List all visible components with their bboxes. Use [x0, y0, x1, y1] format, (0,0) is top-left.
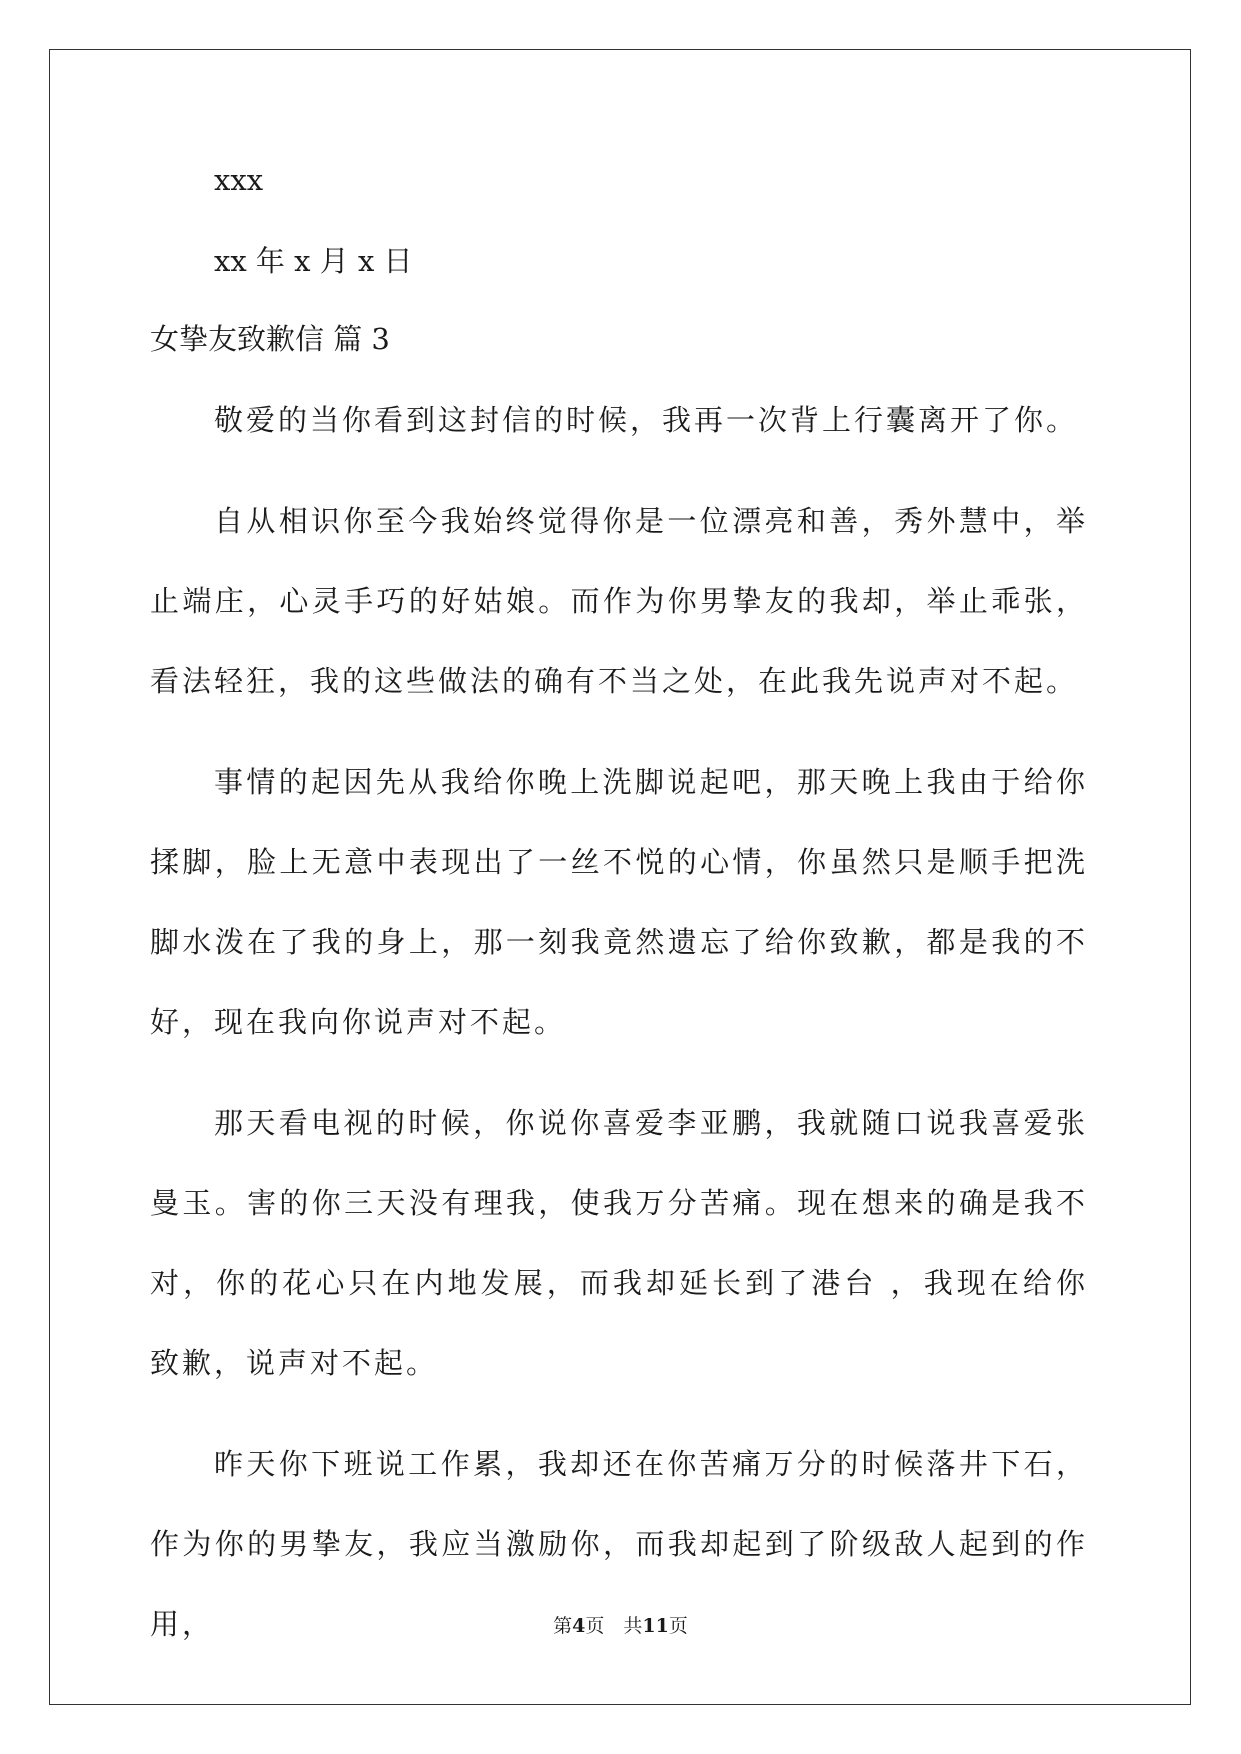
letter-signature: xxx	[214, 163, 264, 197]
paragraph: 昨天你下班说工作累，我却还在你苦痛万分的时候落井下石，作为你的男挚友，我应当激励你，而我却起到了阶级敌人起到的作用，	[150, 1447, 1088, 1641]
paragraph: 敬爱的当你看到这封信的时候，我再一次背上行囊离开了你。	[214, 403, 1079, 437]
letter-date: xx 年 x 月 x 日	[214, 244, 413, 278]
page-footer	[0, 1611, 1241, 1638]
current-page-number: 4	[572, 1615, 586, 1637]
section-heading: 女挚友致歉信 篇 3	[150, 322, 390, 356]
document-body	[150, 160, 1088, 1705]
total-page-count: 11	[642, 1615, 669, 1637]
footer-prefix: 第	[553, 1615, 573, 1637]
footer-mid: 页 共	[585, 1615, 643, 1637]
footer-suffix: 页	[668, 1615, 688, 1637]
paragraph: 事情的起因先从我给你晚上洗脚说起吧，那天晚上我由于给你揉脚，脸上无意中表现出了一丝不悦的心情，你虽然只是顺手把洗脚水泼在了我的身上，那一刻我竟然遗忘了给你致歉，都是我的不好，现在我向你说声对不起。	[150, 765, 1088, 1039]
paragraph: 那天看电视的时候，你说你喜爱李亚鹏，我就随口说我喜爱张曼玉。害的你三天没有理我，使我万分苦痛。现在想来的确是我不对，你的花心只在内地发展，而我却延长到了港台 ，我现在给你致歉，说声对不起。	[150, 1106, 1088, 1380]
paragraph: 自从相识你至今我始终觉得你是一位漂亮和善，秀外慧中，举止端庄，心灵手巧的好姑娘。而作为你男挚友的我却，举止乖张，看法轻狂，我的这些做法的确有不当之处，在此我先说声对不起。	[150, 504, 1088, 698]
